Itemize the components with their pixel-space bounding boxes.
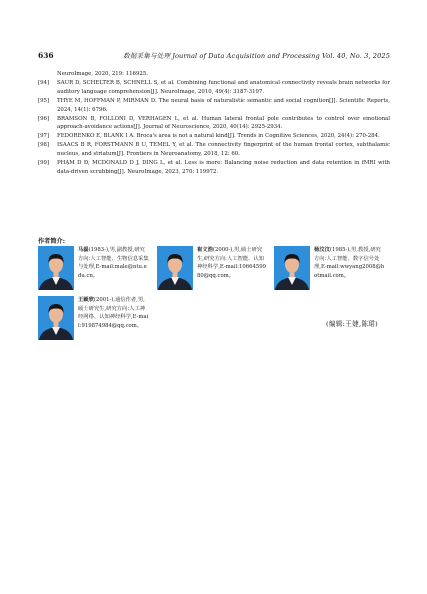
reference-number: [95] (38, 97, 50, 104)
author-details: (2000-),男,硕士研究生,研究方向:人工智能、认知神经科学,E-mail:1066459980@qq.com。 (197, 247, 266, 279)
reference-number: [99] (38, 160, 50, 167)
portrait-icon (274, 246, 310, 290)
reference-text: ISAACS B R, FORSTMANN B U, TEMEL Y, et al. The connectivity fingerprint of the human frontal cortex, subthalamic nucleus, and striatum[J]. Frontiers in Neuroanatomy, 2018, 12: 60. (57, 142, 390, 158)
reference-text: BRAMSON B, FOLLONI D, VERHAGEN L, et al. Human lateral frontal pole contributes to control over emotional approach-avoidance actions[J]. Journal of Neuroscience, 2020, 40(14): 2925-2934. (57, 115, 390, 131)
reference-item (38, 141, 390, 159)
reference-text: SAUR D, SCHELTER B, SCHNELL S, et al. Combining functional and anatomical connectivity reveals brain networks for auditory language comprehension[J]. NeuroImage, 2010, 49(4): 3187-3197. (57, 79, 390, 95)
portrait-icon (38, 246, 74, 290)
reference-item (38, 79, 390, 97)
author-photo (274, 246, 310, 290)
reference-text: THYE M, HOFFMAN P, MIRMAN D. The neural basis of naturalistic semantic and social cognition[J]. Scientific Reports, 2024, 14(1): 6796. (57, 97, 390, 113)
author-profile (38, 296, 150, 340)
page-header (38, 50, 390, 60)
author-details: (2001-),通信作者,男,硕士研究生,研究方向:人工神经网络、认知神经科学,E-mail:919874984@qq.com。 (78, 297, 149, 329)
author-bio (78, 296, 150, 340)
editor-note: (编辑:王婕,陈珺) (326, 320, 379, 328)
reference-text: FEDORENKO E, BLANK I A. Broca's area is not a natural kind[J]. Trends in Cognitive Sciences, 2020, 24(4): 270-284. (57, 133, 380, 140)
author-profile (157, 246, 269, 290)
author-profiles-heading: 作者简介: (38, 238, 66, 245)
reference-item (38, 97, 390, 115)
reference-text: NeuroImage, 2020, 219: 116925. (57, 71, 148, 77)
author-name: 崔文浩 (197, 247, 213, 253)
portrait-icon (38, 296, 74, 340)
author-bio (78, 246, 150, 290)
author-profile (274, 246, 386, 290)
author-name: 王颖欣 (78, 297, 94, 303)
author-name: 马磊 (78, 247, 89, 253)
reference-item (38, 132, 390, 141)
author-profile (38, 246, 150, 290)
reference-item (38, 115, 390, 133)
author-details: (1983-),男,副教授,研究方向:人工智能、生物信息采集与处理,E-mail:male@ntu.edu.cn。 (78, 247, 149, 279)
journal-title: 数据采集与处理 Journal of Data Acquisition and Processing Vol. 40, No. 3, 2025 (123, 52, 390, 60)
author-details: (1985-),男,教授,研究方向:人工智能、数字信号处理,E-mail:wwyang2008@hotmail.com。 (314, 247, 385, 279)
page-number: 636 (38, 51, 54, 60)
reference-continuation (38, 70, 390, 79)
author-bio (314, 246, 386, 290)
reference-text: PHẠM D Đ, MCDONALD D J, DING L, et al. Less is more: Balancing noise reduction and data retention in fMRI with data-driven scrubbing[J]. NeuroImage, 2023, 270: 119972. (57, 160, 390, 175)
reference-number: [94] (38, 79, 50, 86)
author-photo (38, 296, 74, 340)
reference-number: [96] (38, 115, 50, 122)
author-photo (157, 246, 193, 290)
author-photo (38, 246, 74, 290)
reference-list (38, 70, 390, 177)
portrait-icon (157, 246, 193, 290)
author-name: 杨汶汶 (314, 247, 330, 253)
reference-item (38, 159, 390, 177)
reference-number: [98] (38, 142, 50, 149)
reference-number: [97] (38, 133, 50, 140)
author-bio (197, 246, 269, 290)
